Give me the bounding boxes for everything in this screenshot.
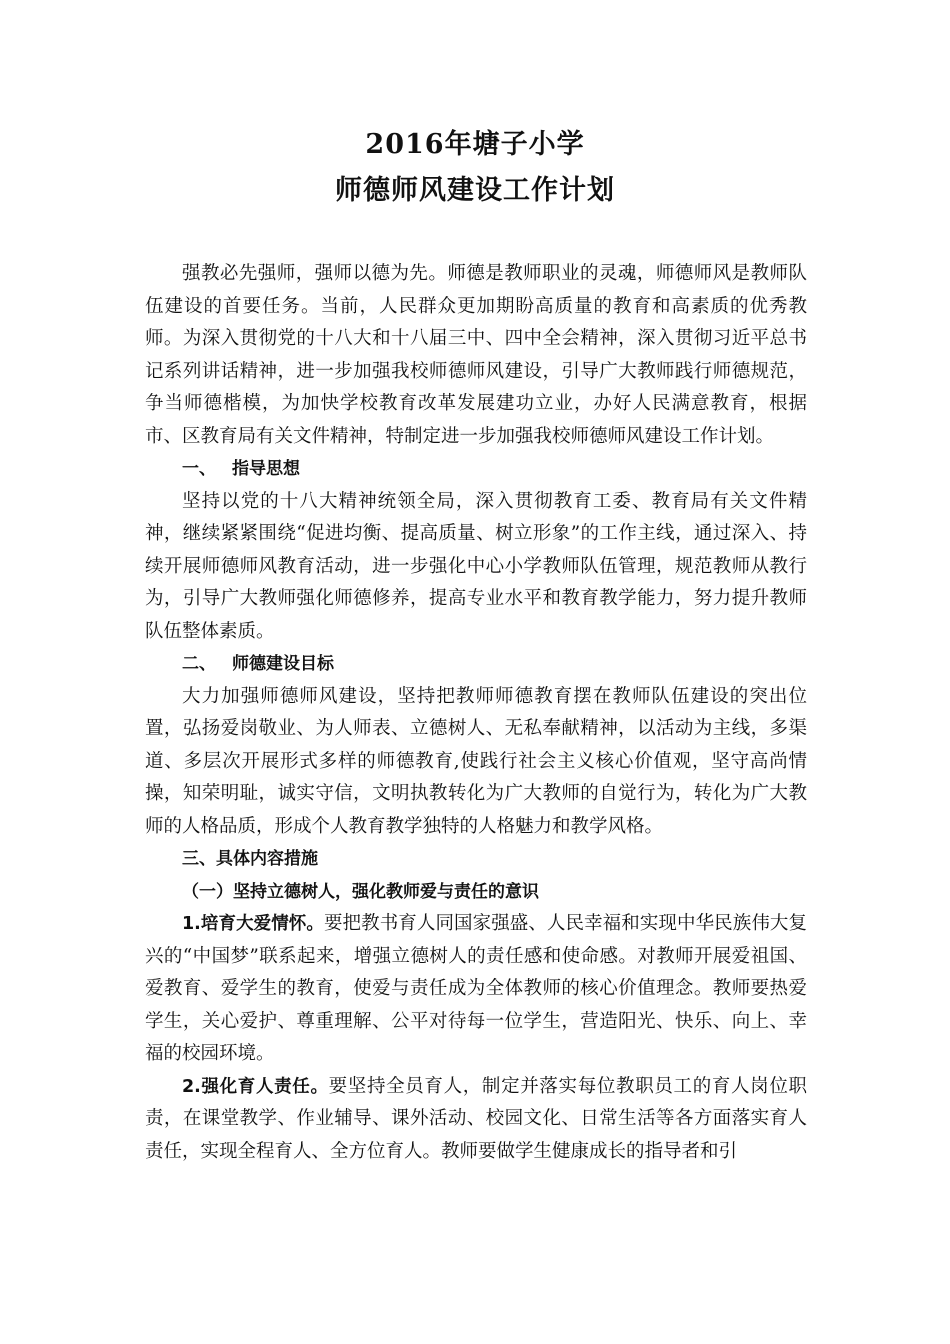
subsection-heading: （一）坚持立德树人，强化教师爱与责任的意识 [182, 881, 539, 902]
document-title-year: 2016年塘子小学 [365, 129, 585, 160]
section-number: 二、 [182, 654, 216, 674]
section-paragraph-goals: 大力加强师德师风建设，坚持把教师师德教育摆在教师队伍建设的突出位置，弘扬爱岗敬业、为人师表、立德树人、无私奉献精神，以活动为主线，多渠道、多层次开展形式多样的师德教育,使践行社会主义核心价值观，坚守高尚情操，知荣明耻，诚实守信，文明执教转化为广大教师的自觉行为，转化为广大教师的人格品质，形成个人教育教学独特的人格魅力和教学风格。 [145, 685, 807, 837]
intro-paragraph: 强教必先强师，强师以德为先。师德是教师职业的灵魂，师德师风是教师队伍建设的首要任务。当前，人民群众更加期盼高质量的教育和高素质的优秀教师。为深入贯彻党的十八大和十八届三中、四中全会精神，深入贯彻习近平总书记系列讲话精神，进一步加强我校师德师风建设，引导广大教师践行师德规范，争当师德楷模，为加快学校教育改革发展建功立业，办好人民满意教育，根据市、区教育局有关文件精神，特制定进一步加强我校师德师风建设工作计划。 [145, 263, 807, 447]
item-body: 要坚持全员育人，制定并落实每位教职员工的育人岗位职责，在课堂教学、作业辅导、课外活动、校园文化、日常生活等各方面落实育人责任，实现全程育人、全方位育人。教师要做学生健康成长的指导者和引 [145, 1075, 807, 1162]
item-lead: 1.培育大爱情怀。 [182, 914, 324, 934]
section-heading-guiding-ideology [145, 453, 807, 486]
section-paragraph-guiding-ideology: 坚持以党的十八大精神统领全局，深入贯彻教育工委、教育局有关文件精神，继续紧紧围绕“促进均衡、提高质量、树立形象”的工作主线，通过深入、持续开展师德师风教育活动，进一步强化中心小学教师队伍管理，规范教师从教行为，引导广大教师强化师德修养，提高专业水平和教育教学能力，努力提升教师队伍整体素质。 [145, 490, 807, 642]
section-heading-goals [145, 648, 807, 681]
document-body [145, 258, 807, 1168]
item-paragraph-1 [145, 908, 807, 1071]
section-title: 具体内容措施 [216, 849, 318, 869]
item-lead: 2.强化育人责任。 [182, 1076, 329, 1097]
item-paragraph-2 [145, 1071, 807, 1169]
document-title-main: 师德师风建设工作计划 [335, 175, 615, 206]
section-title: 指导思想 [232, 459, 300, 479]
section-number: 一、 [182, 459, 216, 479]
section-number: 三、 [182, 849, 216, 869]
section-heading-measures [145, 843, 807, 876]
item-body: 要把教书育人同国家强盛、人民幸福和实现中华民族伟大复兴的“中国梦”联系起来，增强立德树人的责任感和使命感。对教师开展爱祖国、爱教育、爱学生的教育，使爱与责任成为全体教师的核心价值理念。教师要热爱学生，关心爱护、尊重理解、公平对待每一位学生，营造阳光、快乐、向上、幸福的校园环境。 [145, 913, 807, 1064]
section-title: 师德建设目标 [232, 654, 334, 674]
